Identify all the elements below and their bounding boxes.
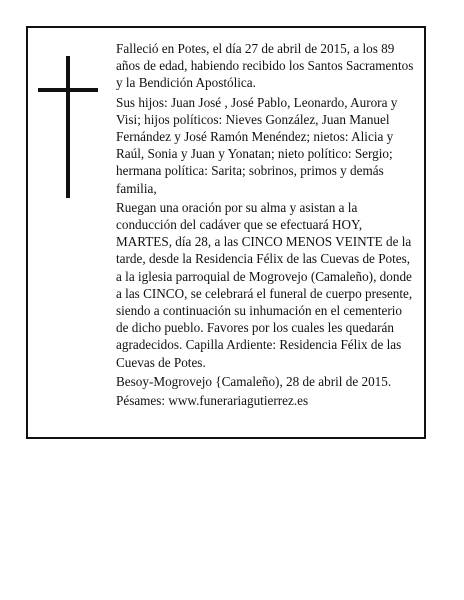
death-announcement: Falleció en Potes, el día 27 de abril de 2015, a los 89 años de edad, habiendo recibido los Santos Sacramentos y la Bendición Apostólica. bbox=[116, 41, 414, 91]
notice-body bbox=[116, 40, 416, 411]
condolences-line: Pésames: www.funerariagutierrez.es bbox=[116, 393, 309, 409]
family-list: Sus hijos: Juan José , José Pablo, Leonardo, Aurora y Visi; hijos políticos: Nieves González, Juan Manuel Fernández y José Ramón Menéndez; nietos: Alicia y Raúl, Sonia y Juan y Yonatan; nieto político: Sergio; hermana política: Sarita; sobrinos, primos y demás familia, bbox=[116, 94, 398, 196]
place-and-date: Besoy-Mogrovejo {Camaleño), 28 de abril de 2015. bbox=[116, 373, 392, 389]
obituary-notice bbox=[26, 26, 426, 439]
cross-icon bbox=[38, 56, 98, 198]
cross-vertical-bar bbox=[66, 56, 70, 198]
funeral-request: Ruegan una oración por su alma y asistan a la conducción del cadáver que se efectuará HOY, MARTES, día 28, a las CINCO MENOS VEINTE de la tarde, desde la Residencia Félix de las Cuevas de Potes, a la iglesia parroquial de Mogrovejo (Camaleño), donde a las CINCO, se celebrará el funeral de cuerpo presente, siendo a continuación su inhumación en el cementerio de dicho pueblo. Favores por los cuales les quedarán agradecidos. Capilla Ardiente: Residencia Félix de las Cuevas de Potes. bbox=[116, 199, 413, 370]
cross-horizontal-bar bbox=[38, 88, 98, 92]
